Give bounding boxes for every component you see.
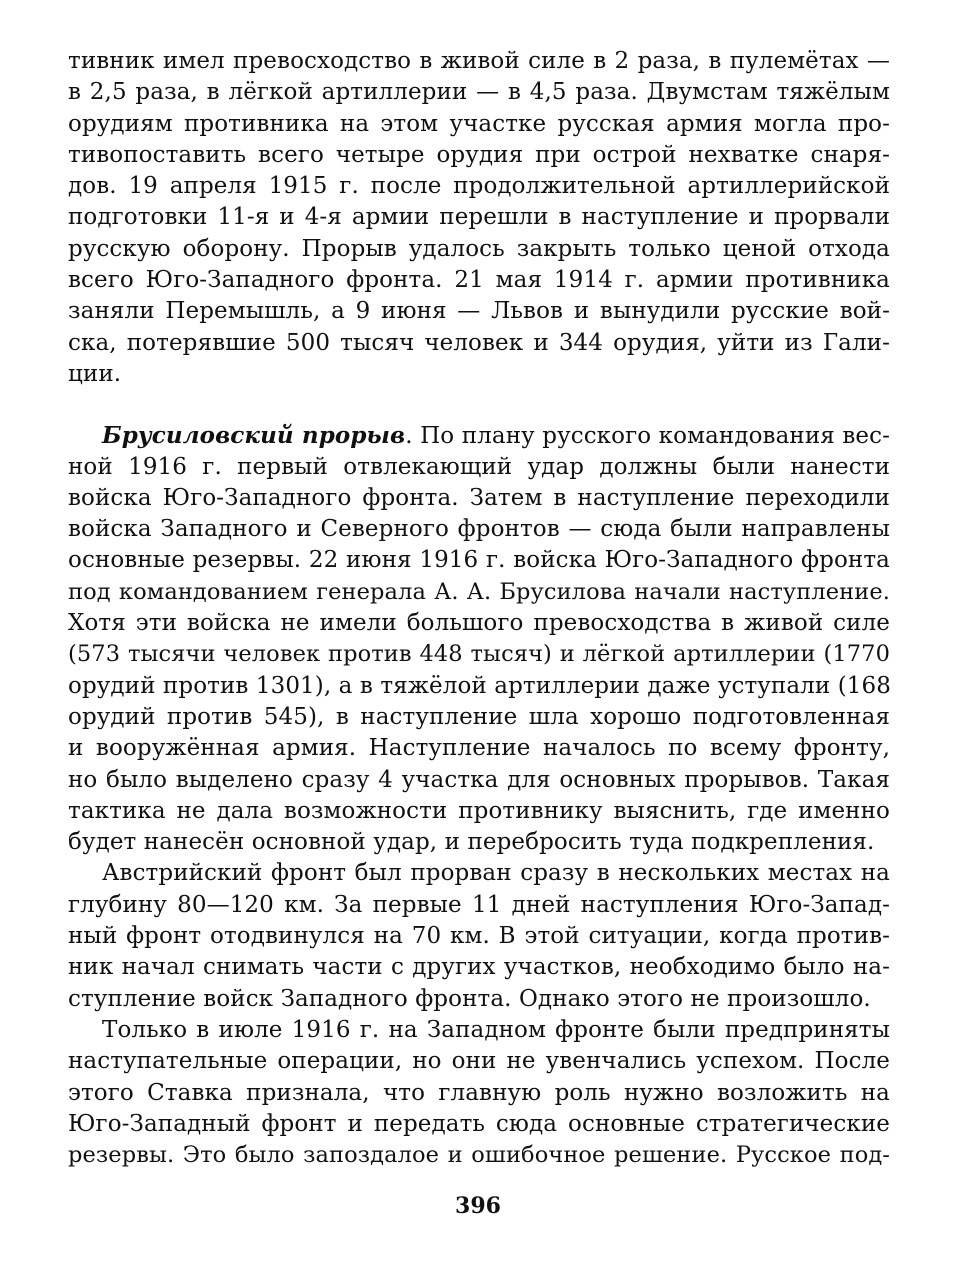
section-heading: Брусиловский прорыв	[102, 422, 406, 450]
text-line: дов. 19 апреля 1915 г. после продолжительной артиллерийской	[68, 173, 890, 200]
text-line	[68, 420, 890, 451]
text-line: ный фронт отодвинулся на 70 км. В этой ситуации, когда против-	[68, 923, 890, 950]
text-line: основные резервы. 22 июня 1916 г. войска Юго-Западного фронта	[68, 547, 890, 574]
text-line: ной 1916 г. первый отвлекающий удар должны были нанести	[68, 453, 890, 480]
text-line: Хотя эти войска не имели большого превосходства в живой силе	[68, 610, 890, 637]
text-line: ции.	[68, 360, 122, 387]
text-line: тивопоставить всего четыре орудия при острой нехватке снаря-	[68, 141, 890, 168]
text-line: орудий против 545), в наступление шла хорошо подготовленная	[68, 703, 890, 730]
text-line: будет нанесён основной удар, и перебросить туда подкрепления.	[68, 829, 875, 856]
text-line: всего Юго-Западного фронта. 21 мая 1914 г. армии противника	[68, 267, 890, 294]
text-line: Только в июле 1916 г. на Западном фронте были предприняты	[102, 1016, 890, 1043]
text-line: ска, потерявшие 500 тысяч человек и 344 орудия, уйти из Гали-	[68, 329, 890, 356]
text-line: русскую оборону. Прорыв удалось закрыть только ценой отхода	[68, 235, 890, 262]
text-line: заняли Перемышль, а 9 июня — Львов и вынудили русские вой-	[68, 298, 890, 325]
paragraph-austrian-front	[68, 858, 890, 1014]
text-line: ник начал снимать части с других участков, необходимо было на-	[68, 954, 890, 981]
text-line: Австрийский фронт был прорван сразу в нескольких местах на	[102, 860, 890, 887]
text-line: под командованием генерала А. А. Брусилова начали наступление.	[68, 578, 890, 605]
text-line: этого Ставка признала, что главную роль нужно возложить на	[68, 1079, 890, 1106]
paragraph-continuation	[68, 46, 890, 390]
page-body	[68, 46, 890, 1171]
paragraph-western-front	[68, 1015, 890, 1171]
text-line: резервы. Это было запоздалое и ошибочное решение. Русское под-	[68, 1142, 890, 1169]
paragraph-gap	[68, 390, 890, 420]
text-line: Юго-Западный фронт и передать сюда основные стратегические	[68, 1110, 890, 1137]
paragraph-brusilov-breakthrough	[68, 420, 890, 858]
text-line: тактика не дала возможности противнику выяснить, где именно	[68, 797, 890, 824]
text-line: и вооружённая армия. Наступление началось по всему фронту,	[68, 735, 890, 762]
page-number: 396	[455, 1193, 501, 1219]
text-line: наступательные операции, но они не увенчались успехом. После	[68, 1048, 890, 1075]
text-fragment: . По плану русского командования вес-	[405, 423, 890, 450]
text-line: войска Юго-Западного фронта. Затем в наступление переходили	[68, 484, 890, 511]
text-line: подготовки 11-я и 4-я армии перешли в наступление и прорвали	[68, 204, 890, 231]
text-line: в 2,5 раза, в лёгкой артиллерии — в 4,5 раза. Двумстам тяжёлым	[68, 79, 890, 106]
text-line: тивник имел превосходство в живой силе в 2 раза, в пулемётах —	[68, 48, 890, 74]
text-line: войска Западного и Северного фронтов — сюда были направлены	[68, 516, 890, 543]
text-line: (573 тысячи человек против 448 тысяч) и лёгкой артиллерии (1770	[68, 641, 890, 668]
text-line: но было выделено сразу 4 участка для основных прорывов. Такая	[68, 766, 890, 793]
text-line: орудиям противника на этом участке русская армия могла про-	[68, 110, 890, 137]
text-line: ступление войск Западного фронта. Однако этого не произошло.	[68, 985, 871, 1012]
text-line: глубину 80—120 км. За первые 11 дней наступления Юго-Запад-	[68, 891, 890, 918]
text-line: орудий против 1301), а в тяжёлой артиллерии даже уступали (168	[68, 672, 891, 699]
